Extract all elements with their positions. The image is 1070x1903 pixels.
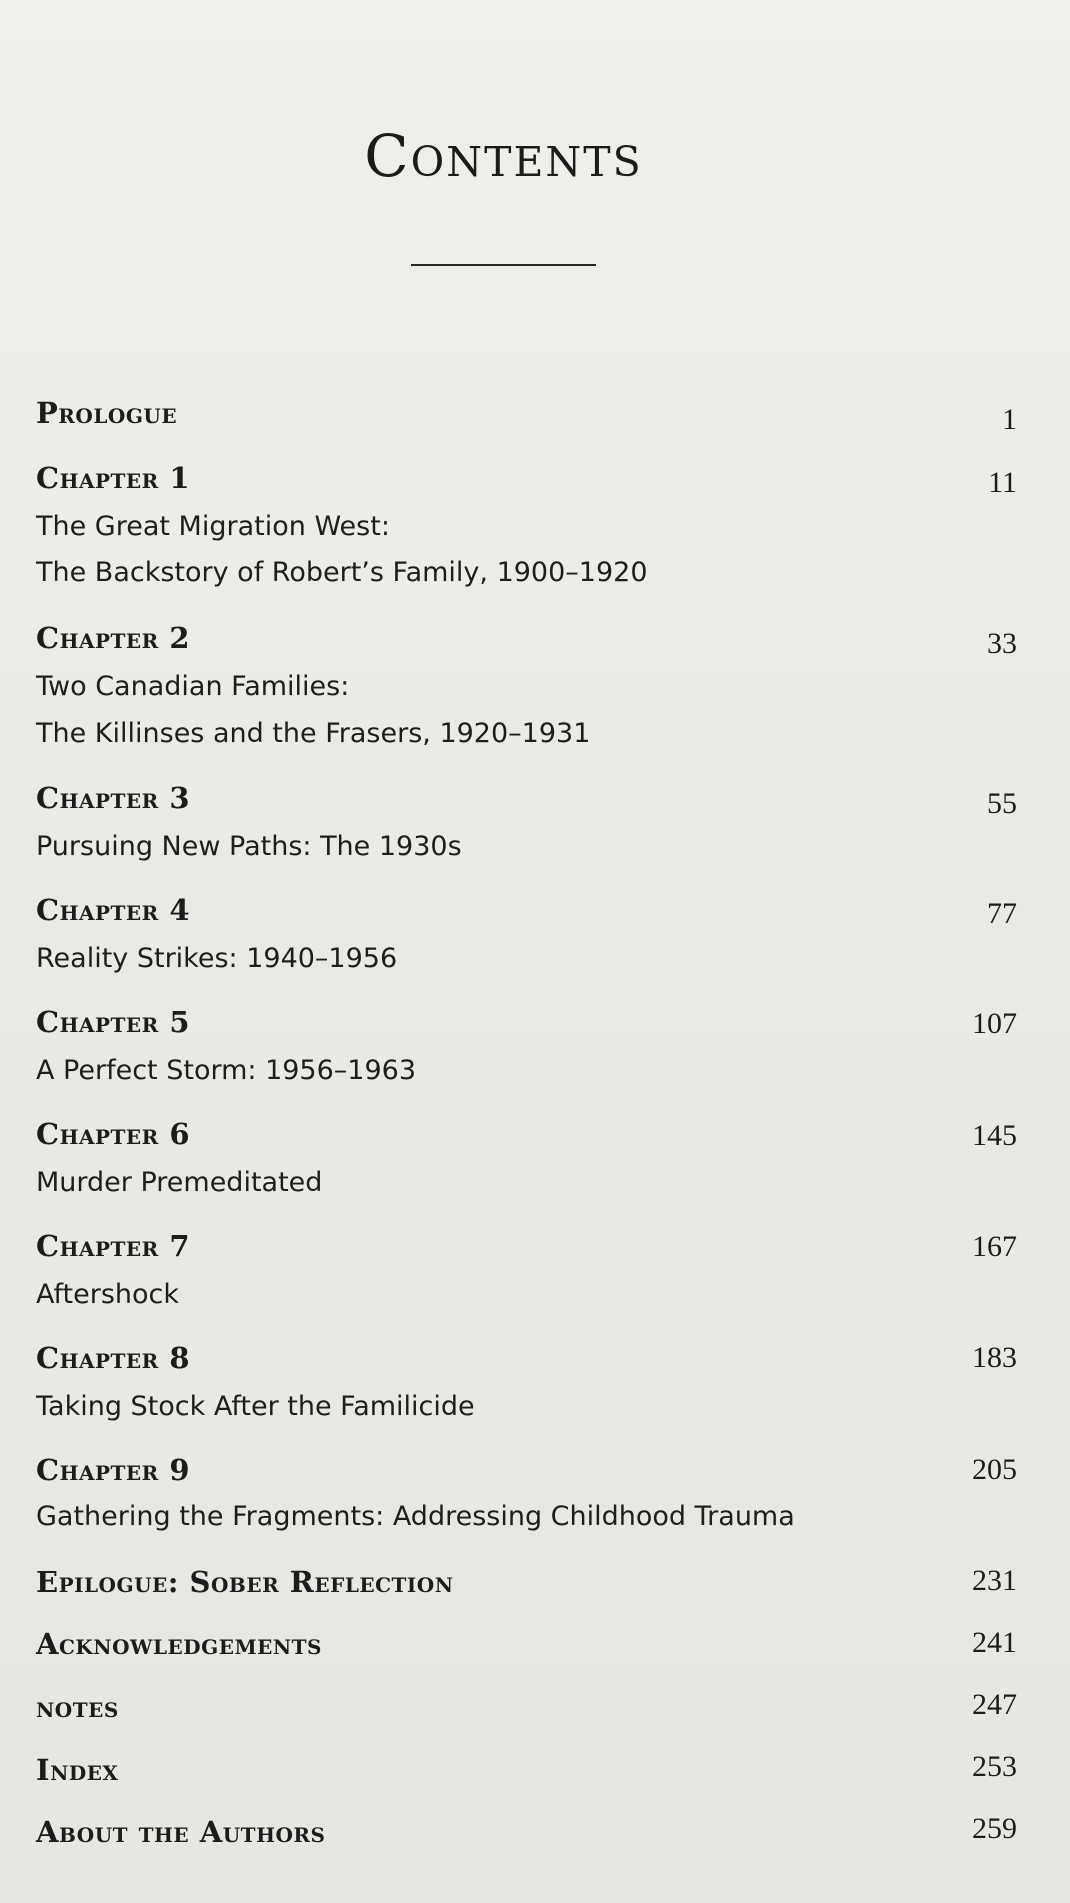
toc-heading: Prologue [36,396,178,430]
toc-heading: Index [36,1753,119,1787]
toc-subtitle: Taking Stock After the Familicide [36,1391,475,1422]
toc-subtitle: A Perfect Storm: 1956–1963 [36,1055,416,1086]
toc-heading: Chapter 1 [36,461,191,495]
toc-subtitle: Two Canadian Families: [36,671,350,702]
toc-subtitle: The Killinses and the Frasers, 1920–1931 [36,718,591,749]
toc-heading: Chapter 2 [36,621,191,655]
toc-page-number: 183 [972,1341,1017,1374]
toc-page-number: 241 [972,1626,1017,1659]
page-title: Contents [364,122,643,190]
toc-heading: Chapter 4 [36,893,191,927]
toc-page-number: 33 [987,627,1017,660]
title-divider [411,264,596,266]
toc-heading: Chapter 5 [36,1005,191,1039]
toc-heading: Chapter 8 [36,1341,191,1375]
toc-page-number: 205 [972,1453,1017,1486]
toc-page-number: 253 [972,1750,1017,1783]
toc-page-number: 231 [972,1564,1017,1597]
toc-page-number: 145 [972,1119,1017,1152]
toc-page-number: 77 [987,897,1017,930]
toc-page-number: 55 [987,787,1017,820]
toc-heading: Chapter 7 [36,1229,191,1263]
toc-subtitle: The Backstory of Robert’s Family, 1900–1920 [36,557,648,588]
toc-subtitle: Gathering the Fragments: Addressing Childhood Trauma [36,1501,795,1532]
toc-heading: Chapter 9 [36,1453,191,1487]
toc-subtitle: Murder Premeditated [36,1167,323,1198]
toc-page-number: 11 [988,466,1017,499]
toc-subtitle: Aftershock [36,1279,180,1310]
toc-heading: Acknowledgements [36,1627,322,1661]
toc-page-number: 1 [1002,403,1017,436]
toc-heading: notes [36,1690,119,1724]
toc-subtitle: Reality Strikes: 1940–1956 [36,943,398,974]
toc-heading: About the Authors [36,1815,326,1849]
toc-heading: Chapter 6 [36,1117,191,1151]
toc-page-number: 107 [972,1007,1017,1040]
toc-heading: Chapter 3 [36,781,191,815]
toc-heading: Epilogue: Sober Reflection [36,1565,454,1599]
toc-page-number: 167 [972,1230,1017,1263]
toc-subtitle: Pursuing New Paths: The 1930s [36,831,462,862]
toc-page-number: 259 [972,1812,1017,1845]
toc-subtitle: The Great Migration West: [36,511,390,542]
toc-page-number: 247 [972,1688,1017,1721]
